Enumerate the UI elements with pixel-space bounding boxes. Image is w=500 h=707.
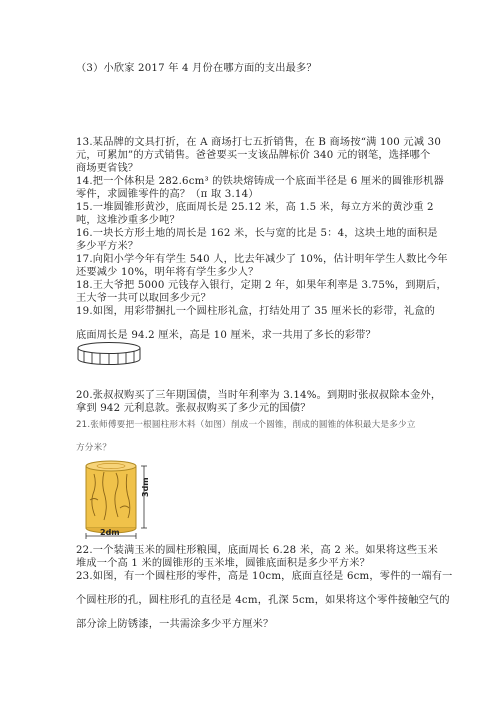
q16-line2: 多少平方米？ bbox=[76, 241, 139, 252]
q15-line2: 吨，这堆沙重多少吨？ bbox=[76, 215, 180, 226]
question-3: （3）小欣家 2017 年 4 月份在哪方面的支出最多？ bbox=[76, 63, 317, 74]
q13-line2: 元，可累加”的方式销售。爸爸要买一支该品牌标价 340 元的钢笔，选择哪个 bbox=[76, 150, 431, 161]
q13-line3: 商场更省钱？ bbox=[76, 163, 139, 174]
q23-line1: 23.如图，有一个圆柱形的零件，高是 10cm，底面直径是 6cm，零件的一端有一 bbox=[76, 571, 453, 582]
q21-line1: 21.张师傅要把一根圆柱形木料（如图）削成一个圆锥，削成的圆锥的体积最大是多少立 bbox=[76, 420, 416, 430]
q19-line2: 底面周长是 94.2 厘米，高是 10 厘米，求一共用了多长的彩带？ bbox=[76, 330, 376, 341]
q23-line2: 个圆柱形的孔，圆柱形孔的直径是 4cm，孔深 5cm，如果将这个零件接触空气的 bbox=[76, 595, 450, 606]
q23-line3: 部分涂上防锈漆，一共需涂多少平方厘米？ bbox=[76, 619, 274, 630]
q14-line1: 14.把一个体积是 282.6cm³ 的铁块熔铸成一个底面半径是 6 厘米的圆锥形机器 bbox=[76, 176, 444, 187]
q22-line2: 堆成一个高 1 米的圆锥形的玉米堆，圆锥底面积是多少平方米？ bbox=[76, 558, 371, 569]
height-label-3dm: 3dm bbox=[141, 477, 150, 497]
q19-line1: 19.如图，用彩带捆扎一个圆柱形礼盒，打结处用了 35 厘米长的彩带，礼盒的 bbox=[76, 306, 436, 317]
q20-line2: 拿到 942 元利息款。张叔叔购买了多少元的国债？ bbox=[76, 403, 311, 414]
q17-line2: 还要减少 10%，明年将有学生多少人？ bbox=[76, 267, 259, 278]
q13-line1: 13.某品牌的文具打折，在 A 商场打七五折销售，在 B 商场按“满 100 元减 30 bbox=[76, 137, 442, 148]
q18-line2: 王大爷一共可以取回多少元？ bbox=[76, 293, 212, 304]
q15-line1: 15.一堆圆锥形黄沙，底面周长是 25.12 米，高 1.5 米，每立方米的黄沙重 2 bbox=[76, 202, 434, 213]
wood-log-cylinder-figure bbox=[80, 460, 160, 542]
q22-line1: 22.一个装满玉米的圆柱形粮囤，底面周长 6.28 米，高 2 米。如果将这些玉米 bbox=[76, 545, 438, 556]
diameter-label-2dm: 2dm bbox=[100, 528, 120, 537]
q17-line1: 17.向阳小学今年有学生 540 人，比去年减少了 10%，估计明年学生人数比今年 bbox=[76, 254, 448, 265]
q14-line2: 零件，求圆锥零件的高？（π 取 3.14） bbox=[76, 189, 259, 200]
q16-line1: 16.一块长方形土地的周长是 162 米，长与宽的比是 5：4，这块土地的面积是 bbox=[76, 228, 438, 239]
q20-line1: 20.张叔叔购买了三年期国债，当时年利率为 3.14%。到期时张叔叔除本金外， bbox=[76, 390, 442, 401]
q21-line2: 方分米？ bbox=[76, 443, 112, 453]
gift-box-cylinder-figure bbox=[74, 336, 144, 370]
q18-line1: 18.王大爷把 5000 元钱存入银行，定期 2 年，如果年利率是 3.75%，到期后， bbox=[76, 280, 447, 291]
